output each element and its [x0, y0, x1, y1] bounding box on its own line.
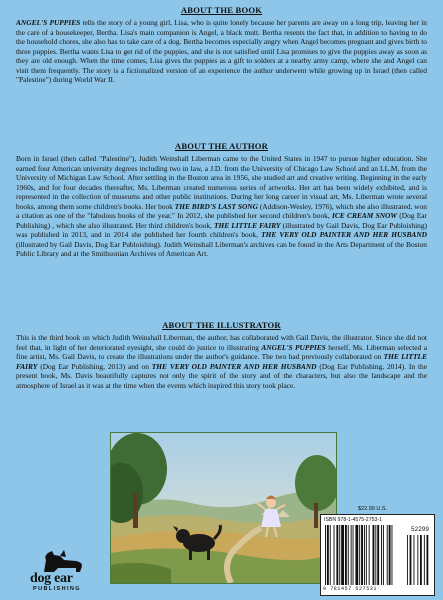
- barcode-bar: [389, 525, 391, 585]
- barcode-bar: [366, 525, 367, 585]
- book-title: THE BIRD'S LAST SONG: [174, 201, 258, 211]
- barcode-bar: [345, 525, 347, 585]
- barcode-bar: [392, 525, 393, 585]
- barcode-bar: [336, 525, 338, 585]
- barcode-bar: [353, 525, 354, 585]
- cover-illustration: [110, 432, 337, 584]
- barcode-bar: [351, 525, 352, 585]
- barcode-bar: [334, 525, 335, 585]
- barcode-addon-bar: [420, 535, 422, 585]
- barcode-bar: [359, 525, 360, 585]
- barcode-box: [320, 514, 435, 596]
- barcode-bar: [341, 525, 344, 585]
- barcode-addon-bar: [414, 535, 415, 585]
- about-book-section: [16, 5, 427, 85]
- about-book-text: ANGEL'S PUPPIES tells the story of a young girl, Lisa, who is quite lonely because her parents are away on a long trip, leaving her in the care of a housekeeper, Bertha. Lisa's main companion is Angel, a black mutt. Bertha resents the fact that, in addition to having to do the household chores, she also has to take care of a dog. Bertha becomes especially angry when Angel becomes pregnant and gives birth to three puppies. Bertha wants Lisa to get rid of the puppies, and she is not satisfied until Lisa promises to give the puppies away as soon as they are old enough. When the time comes, Lisa gives the puppies as a gift to solders at a nearby army camp, where she and Angel can visit them frequently. The story is a fictionalized version of an experience the author underwent while growing up in Israel (then called "Palestine") during World War II.: [16, 18, 428, 85]
- book-title: ICE CREAM SNOW: [331, 211, 397, 221]
- about-author-text: Born in Israel (then called "Palestine"), Judith Weinshall Liberman came to the United States in 1947 to pursue higher education. She earned four American university degrees including two in law, a J.D. from the University of Chicago Law School and an LL.M. from the University of Michigan Law School. After settling in the Boston area in 1956, she studied art and creative writing. Beginning in the early 1960s, and for four decades thereafter, Ms. Liberman created numerous series of artworks. Her art has been widely exhibited, and is represented in the collection of museums and other public institutions. During her long career in visual art, Ms. Liberman wrote several books, among them some children's books. Her book THE BIRD'S LAST SONG (Addison-Wesley, 1976), which she also illustrated, won a citation as one of the "fabulous books of the year." In 2012, she published her second children's book, ICE CREAM SNOW (Dog Ear Publishing) , which she also illustrated. Her third children's book, THE LITTLE FAIRY (illustrated by Gail Davis, Dog Ear Publoishing) was published in 2013, and in 2014 she published her fourth children's book, THE VERY OLD PAINTER AND HER HUSBAND (illustrated by Gail Davis, Dog Ear Publoishing). Judith Weinshall Liberman's archives can be found in the Arts Department of the Boston Public Library and at the Smithsonian Archives of American Art.: [16, 154, 428, 259]
- book-title: THE VERY OLD PAINTER AND HER HUSBAND: [261, 230, 427, 240]
- barcode-bar: [330, 525, 331, 585]
- barcode-bar: [361, 525, 363, 585]
- barcode-graphic: [321, 515, 434, 595]
- barcode-bar: [381, 525, 382, 585]
- barcode-bar: [325, 525, 326, 585]
- about-author-heading: ABOUT THE AUTHOR: [174, 141, 269, 151]
- illustration-svg: [111, 433, 336, 583]
- book-title: ANGEL'S PUPPIES: [16, 18, 81, 27]
- barcode-addon-bar: [407, 535, 408, 585]
- book-title: THE VERY OLD PAINTER AND HER HUSBAND: [151, 361, 317, 371]
- barcode-bar: [383, 525, 384, 585]
- barcode-addon-bars: [407, 535, 428, 585]
- barcode-bar: [364, 525, 365, 585]
- about-book-heading: ABOUT THE BOOK: [180, 5, 263, 15]
- book-title: ANGEL'S PUPPIES: [261, 342, 326, 352]
- barcode-addon-bar: [424, 535, 425, 585]
- book-title: THE LITTLE FAIRY: [213, 220, 281, 230]
- barcode-bar: [348, 525, 349, 585]
- barcode-bar: [369, 525, 370, 585]
- barcode-bar: [355, 525, 358, 585]
- barcode-digits: 9 781457 527531: [323, 586, 378, 592]
- publisher-logo: [30, 548, 92, 594]
- barcode-bar: [373, 525, 375, 585]
- about-illustrator-section: [16, 320, 427, 390]
- barcode-bar: [339, 525, 340, 585]
- publisher-logo-sub: PUBLISHING: [33, 586, 81, 592]
- publisher-logo-word: dog ear: [30, 571, 73, 586]
- barcode-bar: [377, 525, 379, 585]
- about-author-section: [16, 141, 427, 259]
- barcode-addon-bar: [410, 535, 412, 585]
- isbn-label: ISBN 978-1-4575-2753-1: [324, 517, 382, 523]
- barcode-bar: [387, 525, 388, 585]
- barcode-bars: [325, 525, 392, 585]
- barcode-addon-bar: [417, 535, 418, 585]
- barcode-bar: [375, 525, 376, 585]
- barcode-addon-bar: [427, 535, 429, 585]
- book-title: THE LITTLE FAIRY: [16, 352, 427, 371]
- about-illustrator-text: This is the third book on which Judith Weinshall Liberman, the author, has collaborated with Gail Davis, the illustrator. Since she did not feel that, in light of her deteriorated eyesight, she could do justice to illustrating ANGEL'S PUPPIES herself, Ms. Liberman selected a fine artist, Ms. Gail Davis, to create the illustrations under the author's guidance. The two had previously collaborated on THE LITTLE FAIRY (Dog Ear Publishing, 2013) and on THE VERY OLD PAINTER AND HER HUSBAND (Dog Ear Publishing, 2014). In the present book, Ms. Davis beautifully captures not only the spirit of the story and of the characters, but also the landscape and the atmosphere of Israel as it was at the time when the events which inspired this story took place.: [16, 333, 428, 390]
- barcode-bar: [327, 525, 329, 585]
- price-label: $22.99 U.S.: [358, 506, 388, 512]
- about-illustrator-heading: ABOUT THE ILLUSTRATOR: [162, 320, 281, 330]
- addon-digits: 52299: [411, 526, 430, 533]
